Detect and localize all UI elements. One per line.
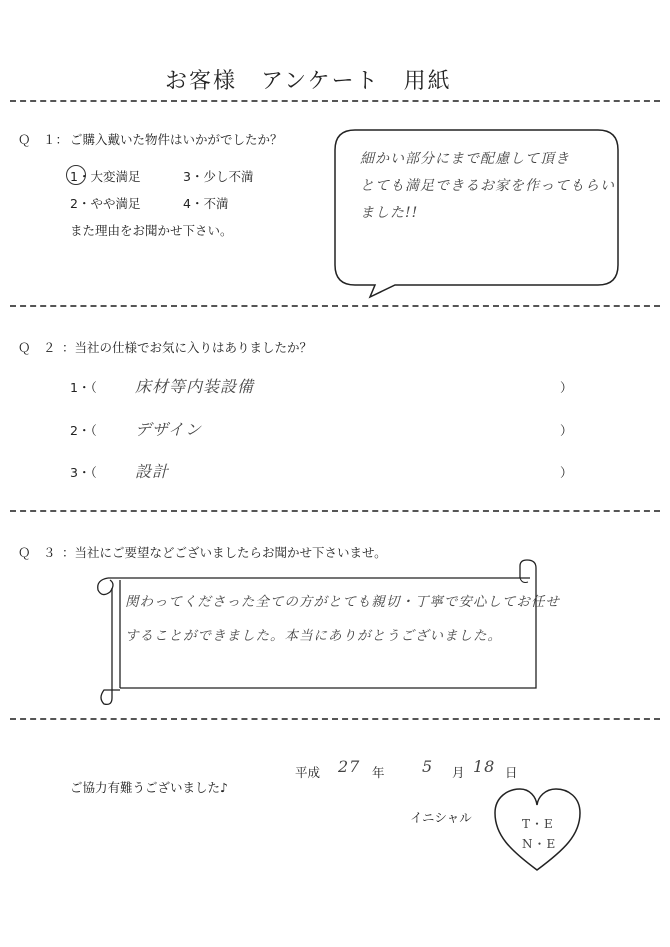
q2-item-answer: 設計 bbox=[135, 462, 170, 481]
q1-answer-line: ました!! bbox=[360, 205, 419, 221]
q2-item-close: ） bbox=[560, 380, 573, 395]
divider bbox=[10, 100, 660, 102]
date-day: 18 bbox=[473, 757, 496, 776]
q1-answer-line: とても満足できるお家を作ってもらい bbox=[360, 178, 615, 194]
q1-option-4: 4・不満 bbox=[183, 196, 229, 211]
initial-label: イニシャル bbox=[410, 810, 472, 825]
q1-option-2: 2・やや満足 bbox=[70, 196, 141, 211]
date-day-unit: 日 bbox=[505, 765, 518, 780]
date-era: 平成 bbox=[295, 765, 321, 780]
date-year-unit: 年 bbox=[372, 765, 385, 780]
q2-item-close: ） bbox=[560, 465, 573, 480]
q2-question: ：当社の仕様でお気に入りはありましたか？ bbox=[62, 340, 313, 355]
thanks-message: ご協力有難うございました♪ bbox=[70, 780, 228, 795]
date-month-unit: 月 bbox=[452, 765, 465, 780]
initials-line: T・E bbox=[522, 817, 554, 831]
divider bbox=[10, 718, 660, 720]
divider bbox=[10, 305, 660, 307]
q1-label: Ｑ １： bbox=[18, 132, 69, 147]
q3-answer-line: することができました。本当にありがとうございました。 bbox=[125, 628, 502, 644]
date-year: 27 bbox=[338, 757, 361, 776]
q2-item-close: ） bbox=[560, 423, 573, 438]
q2-item-answer: デザイン bbox=[135, 420, 202, 439]
q2-item-answer: 床材等内装設備 bbox=[135, 377, 255, 396]
q1-option-3: 3・少し不満 bbox=[183, 169, 254, 184]
q2-item-number: 1・（ bbox=[70, 380, 97, 395]
q2-label: Ｑ ２ bbox=[18, 340, 56, 355]
q3-label: Ｑ ３ bbox=[18, 545, 56, 560]
q1-answer-line: 細かい部分にまで配慮して頂き bbox=[360, 151, 570, 167]
q1-reason-prompt: また理由をお聞かせ下さい。 bbox=[70, 223, 233, 238]
initials-line: N・E bbox=[522, 837, 557, 851]
q1-question: ご購入戴いた物件はいかがでしたか？ bbox=[70, 132, 283, 147]
q2-item-number: 3・（ bbox=[70, 465, 97, 480]
date-month: 5 bbox=[422, 757, 434, 776]
q1-option-1: 1・大変満足 bbox=[70, 169, 141, 184]
q2-item-number: 2・（ bbox=[70, 423, 97, 438]
page-title: お客様 アンケート 用紙 bbox=[165, 69, 452, 94]
q3-question: ：当社にご要望などございましたらお聞かせ下さいませ。 bbox=[62, 545, 387, 560]
q3-answer-line: 関わってくださった全ての方がとても親切・丁寧で安心してお任せ bbox=[125, 594, 560, 610]
divider bbox=[10, 510, 660, 512]
